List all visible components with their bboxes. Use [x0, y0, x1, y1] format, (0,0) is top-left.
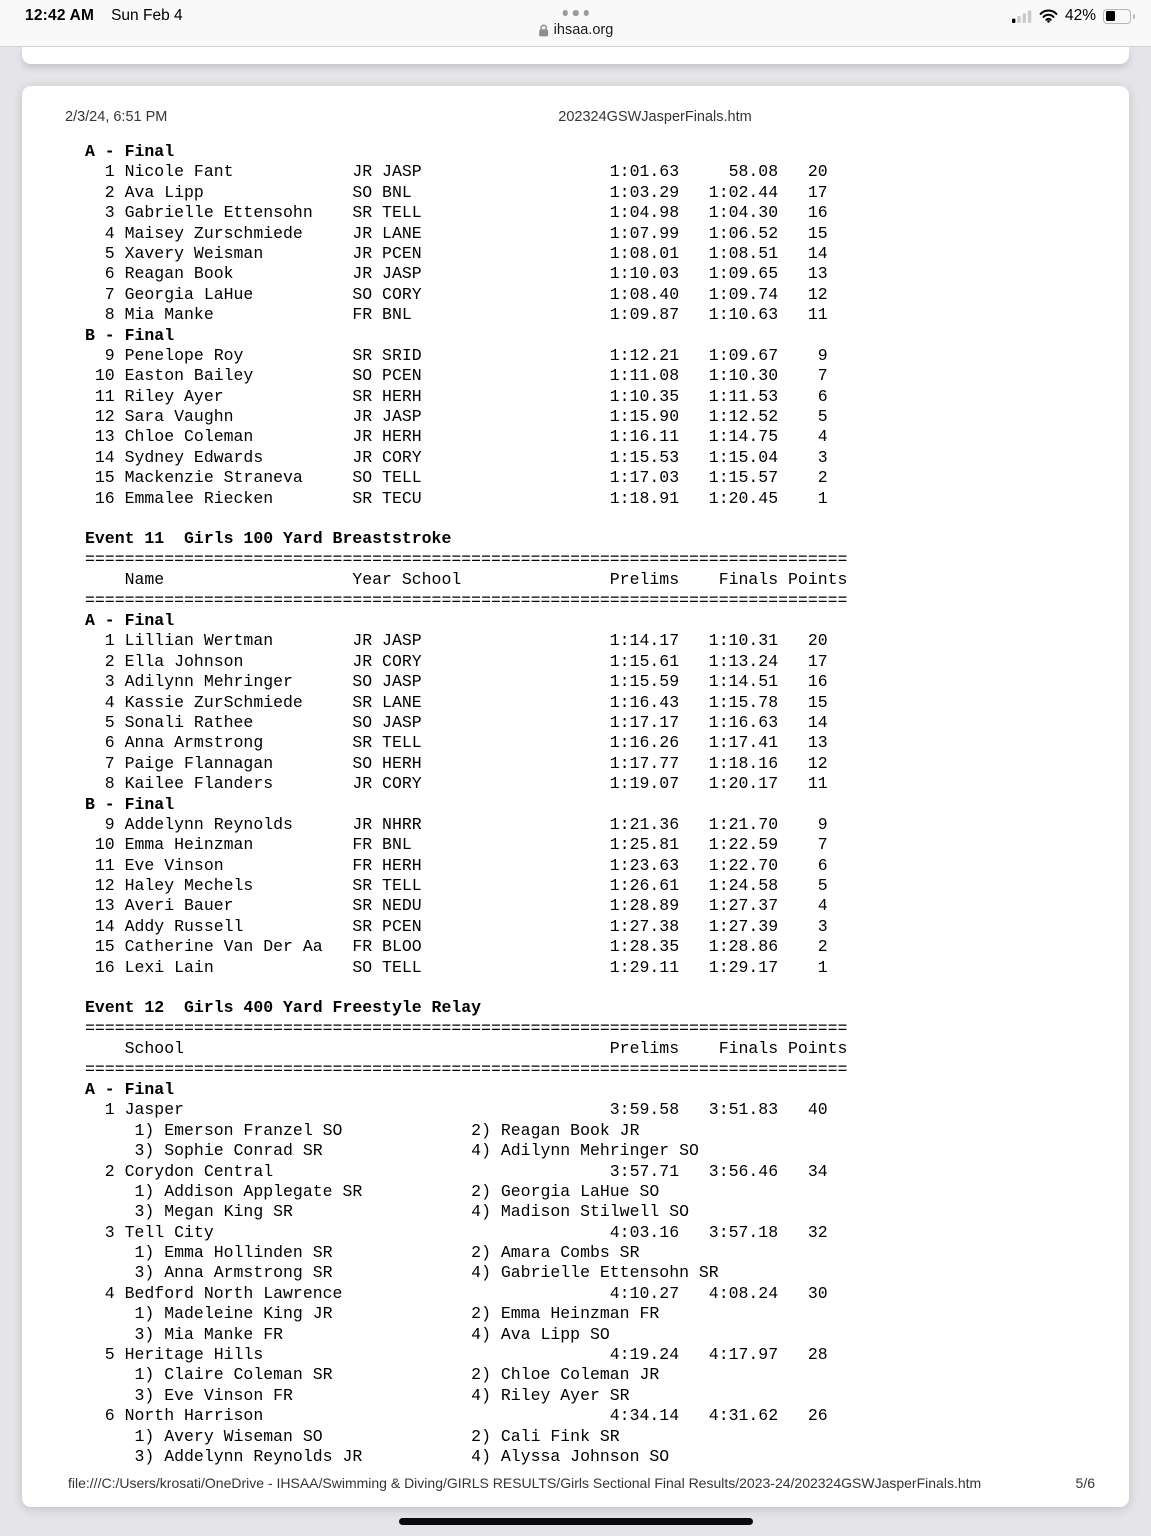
dot-icon [562, 10, 568, 16]
results-line: 4 Bedford North Lawrence 4:10.27 4:08.24 30 [85, 1283, 828, 1303]
site-url: ihsaa.org [553, 22, 614, 38]
results-line: ============================================================================= [85, 549, 848, 569]
cellular-signal-icon [1012, 10, 1032, 23]
results-line: 9 Addelynn Reynolds JR NHRR 1:21.36 1:21.70 9 [85, 814, 828, 834]
results-line: 11 Eve Vinson FR HERH 1:23.63 1:22.70 6 [85, 855, 828, 875]
address-bar[interactable] [538, 22, 614, 38]
status-right [1012, 7, 1135, 25]
status-bar [0, 0, 1151, 47]
results-line: 3 Gabrielle Ettensohn SR TELL 1:04.98 1:04.30 16 [85, 203, 828, 223]
results-line: 2 Ella Johnson JR CORY 1:15.61 1:13.24 17 [85, 651, 828, 671]
results-line: 13 Chloe Coleman JR HERH 1:16.11 1:14.75 4 [85, 427, 828, 447]
results-line: 10 Easton Bailey SO PCEN 1:11.08 1:10.30 7 [85, 366, 828, 386]
results-line: 11 Riley Ayer SR HERH 1:10.35 1:11.53 6 [85, 386, 828, 406]
results-line: 1 Lillian Wertman JR JASP 1:14.17 1:10.31 20 [85, 631, 828, 651]
results-line: 14 Sydney Edwards JR CORY 1:15.53 1:15.04 3 [85, 447, 828, 467]
results-line: 1) Madeleine King JR 2) Emma Heinzman FR [85, 1304, 660, 1324]
status-time: 12:42 AM [25, 7, 95, 24]
results-line: 1) Claire Coleman SR 2) Chloe Coleman JR [85, 1365, 660, 1385]
results-line: 3) Addelynn Reynolds JR 4) Alyssa Johnson SO [85, 1447, 670, 1466]
results-line: 2 Ava Lipp SO BNL 1:03.29 1:02.44 17 [85, 182, 828, 202]
results-line: 1 Nicole Fant JR JASP 1:01.63 58.08 20 [85, 162, 828, 182]
results-line: 1) Emerson Franzel SO 2) Reagan Book JR [85, 1120, 640, 1140]
lock-icon [538, 24, 549, 37]
home-indicator[interactable] [399, 1518, 753, 1525]
wifi-icon [1039, 9, 1058, 23]
results-heading-line: Event 12 Girls 400 Yard Freestyle Relay [85, 998, 482, 1018]
results-line: 13 Averi Bauer SR NEDU 1:28.89 1:27.37 4 [85, 896, 828, 916]
dot-icon [573, 10, 579, 16]
results-line: 4 Kassie ZurSchmiede SR LANE 1:16.43 1:15.78 15 [85, 692, 828, 712]
results-line: 3) Mia Manke FR 4) Ava Lipp SO [85, 1324, 610, 1344]
results-line: 9 Penelope Roy SR SRID 1:12.21 1:09.67 9 [85, 345, 828, 365]
results-line: 10 Emma Heinzman FR BNL 1:25.81 1:22.59 7 [85, 835, 828, 855]
results-line: 3 Tell City 4:03.16 3:57.18 32 [85, 1222, 828, 1242]
results-line: 5 Heritage Hills 4:19.24 4:17.97 28 [85, 1345, 828, 1365]
results-line: 5 Xavery Weisman JR PCEN 1:08.01 1:08.51 14 [85, 243, 828, 263]
results-line: 1 Jasper 3:59.58 3:51.83 40 [85, 1100, 828, 1120]
results-line [85, 978, 847, 998]
battery-nub [1133, 14, 1135, 19]
results-line: ============================================================================= [85, 1059, 848, 1079]
results-heading-line: B - Final [85, 325, 175, 345]
results-line: 7 Georgia LaHue SO CORY 1:08.40 1:09.74 12 [85, 284, 828, 304]
results-line: 2 Corydon Central 3:57.71 3:56.46 34 [85, 1161, 828, 1181]
results-text [85, 142, 847, 1467]
battery-percentage: 42% [1064, 7, 1096, 24]
ellipsis-dots-icon[interactable] [562, 10, 589, 16]
results-line: 6 Anna Armstrong SR TELL 1:16.26 1:17.41 13 [85, 733, 828, 753]
results-line: 8 Mia Manke FR BNL 1:09.87 1:10.63 11 [85, 305, 828, 325]
results-line: ============================================================================= [85, 590, 848, 610]
page-number-indicator: 5/6 [1075, 1475, 1095, 1491]
results-line: 1) Avery Wiseman SO 2) Cali Fink SR [85, 1426, 620, 1446]
battery-icon [1103, 9, 1131, 24]
results-line: 3) Anna Armstrong SR 4) Gabrielle Ettensohn SR [85, 1263, 719, 1283]
results-line: 3 Adilynn Mehringer SO JASP 1:15.59 1:14.51 16 [85, 672, 828, 692]
results-line: 3) Megan King SR 4) Madison Stilwell SO [85, 1202, 689, 1222]
results-line [85, 509, 847, 529]
results-line: 5 Sonali Rathee SO JASP 1:17.17 1:16.63 14 [85, 712, 828, 732]
results-heading-line: B - Final [85, 794, 175, 814]
results-line: 7 Paige Flannagan SO HERH 1:17.77 1:18.16 12 [85, 753, 828, 773]
results-line: 6 Reagan Book JR JASP 1:10.03 1:09.65 13 [85, 264, 828, 284]
results-line: 4 Maisey Zurschmiede JR LANE 1:07.99 1:06.52 15 [85, 223, 828, 243]
results-heading-line: Event 11 Girls 100 Yard Breaststroke [85, 529, 452, 549]
results-line: 6 North Harrison 4:34.14 4:31.62 26 [85, 1406, 828, 1426]
results-heading-line: A - Final [85, 1079, 175, 1099]
results-line: 1) Addison Applegate SR 2) Georgia LaHue SO [85, 1181, 660, 1201]
print-header-datetime: 2/3/24, 6:51 PM [65, 109, 168, 125]
print-footer-filepath: file:///C:/Users/krosati/OneDrive - IHSAA/Swimming & Diving/GIRLS RESULTS/Girls Sectional Final Results/2023-24/202324GSWJasperFinals.htm [68, 1475, 982, 1491]
results-line: 15 Catherine Van Der Aa FR BLOO 1:28.35 1:28.86 2 [85, 937, 828, 957]
results-line: 14 Addy Russell SR PCEN 1:27.38 1:27.39 3 [85, 916, 828, 936]
results-heading-line: A - Final [85, 142, 175, 161]
results-line: ============================================================================= [85, 1018, 848, 1038]
results-line: 15 Mackenzie Straneva SO TELL 1:17.03 1:15.57 2 [85, 468, 828, 488]
results-line: 12 Haley Mechels SR TELL 1:26.61 1:24.58 5 [85, 876, 828, 896]
results-line: Name Year School Prelims Finals Points [85, 570, 848, 590]
results-heading-line: A - Final [85, 610, 175, 630]
results-line: 16 Lexi Lain SO TELL 1:29.11 1:29.17 1 [85, 957, 828, 977]
status-date: Sun Feb 4 [111, 7, 183, 24]
results-line: 8 Kailee Flanders JR CORY 1:19.07 1:20.17 11 [85, 774, 828, 794]
results-line: 16 Emmalee Riecken SR TECU 1:18.91 1:20.45 1 [85, 488, 828, 508]
document-page [22, 86, 1129, 1507]
print-header-filename: 202324GSWJasperFinals.htm [558, 109, 752, 125]
dot-icon [583, 10, 589, 16]
results-line: School Prelims Finals Points [85, 1039, 848, 1059]
results-line: 1) Emma Hollinden SR 2) Amara Combs SR [85, 1243, 640, 1263]
results-line: 3) Sophie Conrad SR 4) Adilynn Mehringer SO [85, 1141, 699, 1161]
previous-page-edge [22, 47, 1129, 64]
results-line: 3) Eve Vinson FR 4) Riley Ayer SR [85, 1385, 630, 1405]
status-left [25, 7, 183, 25]
battery-fill [1106, 11, 1116, 21]
results-line: 12 Sara Vaughn JR JASP 1:15.90 1:12.52 5 [85, 407, 828, 427]
